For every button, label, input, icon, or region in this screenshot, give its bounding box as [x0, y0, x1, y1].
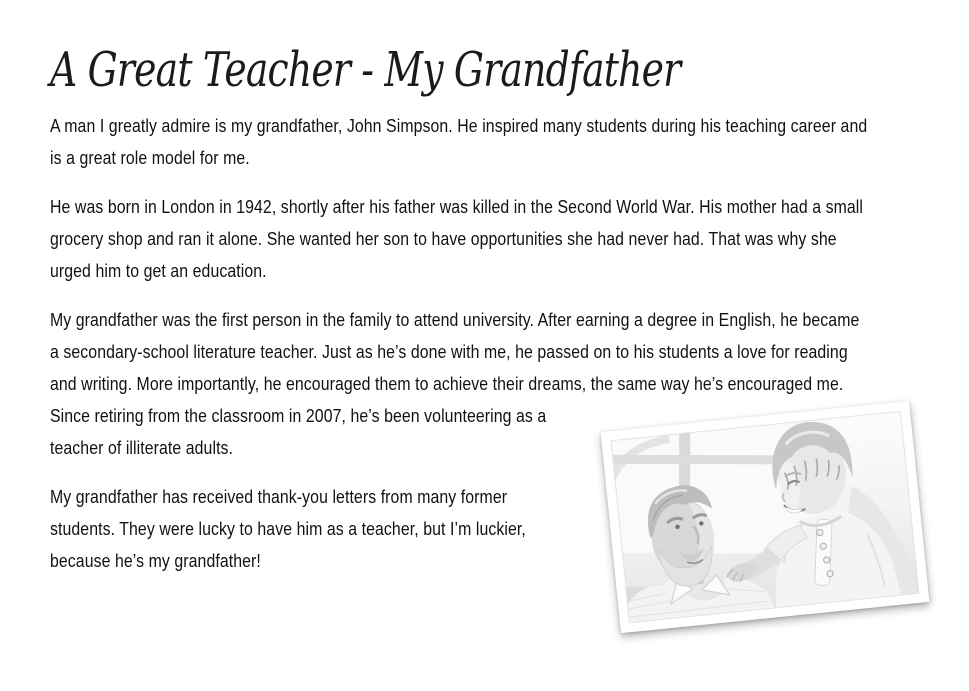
essay-paragraph-closing: My grandfather has received thank-you letters from many former students. They were lucky to have him as a teacher, but I’m luckier, because he’s my grandfather! — [50, 487, 526, 571]
grandfather-photo — [601, 401, 930, 633]
essay-paragraph-early-life: He was born in London in 1942, shortly after his father was killed in the Second World War. His mother had a small grocery shop and ran it alone. She wanted her son to have opportunities she had never had. That was why she urged him to get an education. — [50, 197, 863, 281]
essay-paragraph-career: My grandfather was the first person in the family to attend university. After earning a degree in English, he became a secondary-school literature teacher. Just as he’s done with me, he passed on to his students a love for reading and writing. More importantly, he encouraged them to achieve their dreams, the same way he’s encouraged me. Since retiring from the classroom in 2007, he’s been volunteering as a teacher of illiterate adults. — [50, 310, 860, 458]
essay-paragraph-intro: A man I greatly admire is my grandfather, John Simpson. He inspired many students during his teaching career and is a great role model for me. — [50, 116, 868, 168]
page-title: A Great Teacher - My Grandfather — [50, 42, 681, 98]
grandfather-photo-illustration — [610, 411, 919, 624]
